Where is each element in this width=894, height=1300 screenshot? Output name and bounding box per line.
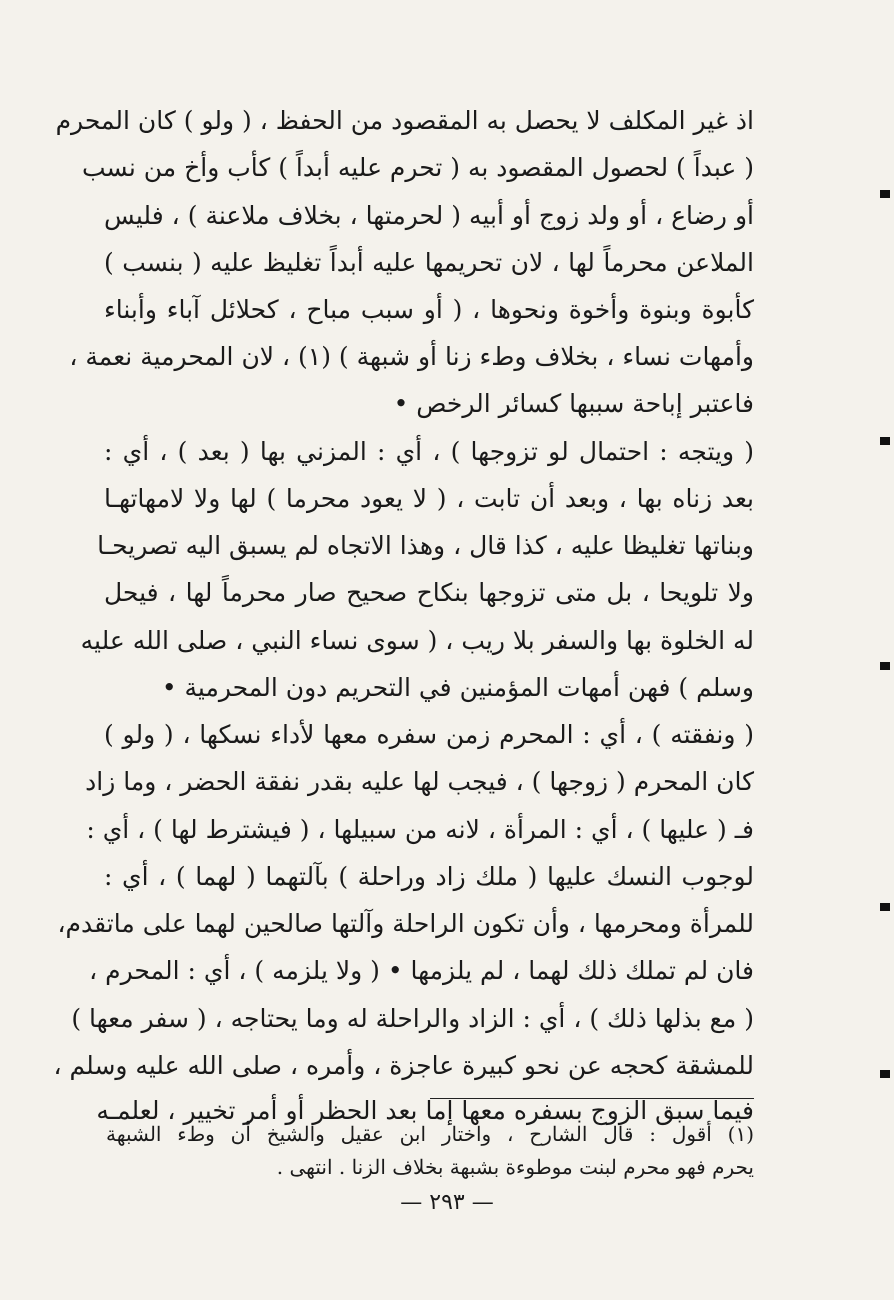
margin-mark bbox=[880, 1070, 890, 1078]
text-line: فاعتبر إباحة سببها كسائر الرخص • bbox=[393, 389, 754, 418]
text-line: للمشقة كحجه عن نحو كبيرة عاجزة ، وأمره ، صلى الله عليه وسلم ، bbox=[53, 1051, 754, 1080]
margin-mark bbox=[880, 437, 890, 445]
text-line: بعد زناه بها ، وبعد أن تابت ، ( لا يعود محرما ) لها ولا لامهاتهـا bbox=[104, 484, 754, 513]
text-line: وبناتها تغليظا عليه ، كذا قال ، وهذا الاتجاه لم يسبق اليه تصريحـا bbox=[97, 531, 754, 560]
margin-mark bbox=[880, 903, 890, 911]
margin-mark bbox=[880, 190, 890, 198]
text-line: وأمهات نساء ، بخلاف وطء زنا أو شبهة ) (١) ، لان المحرمية نعمة ، bbox=[69, 342, 754, 371]
text-line: ولا تلويحا ، بل متى تزوجها بنكاح صحيح صار محرماً لها ، فيحل bbox=[104, 578, 754, 607]
text-line: ( عبداً ) لحصول المقصود به ( تحرم عليه أبداً ) كأب وأخ من نسب bbox=[82, 153, 754, 182]
text-line: ( ويتجه : احتمال لو تزوجها ) ، أي : المزني بها ( بعد ) ، أي : bbox=[104, 437, 754, 466]
text-line: فيما سبق الزوج بسفره معها إما بعد الحظر أو أمر تخيير ، لعلمـه bbox=[96, 1096, 754, 1125]
text-line: له الخلوة بها والسفر بلا ريب ، ( سوى نساء النبي ، صلى الله عليه bbox=[80, 626, 754, 655]
text-line: لوجوب النسك عليها ( ملك زاد وراحلة ) بآلتهما ( لهما ) ، أي : bbox=[104, 862, 754, 891]
text-line: الملاعن محرماً لها ، لان تحريمها عليه أبداً تغليظ عليه ( بنسب ) bbox=[104, 248, 754, 277]
text-line: كان المحرم ( زوجها ) ، فيجب لها عليه بقدر نفقة الحضر ، وما زاد bbox=[85, 767, 754, 796]
margin-mark bbox=[880, 662, 890, 670]
text-line: فـ ( عليها ) ، أي : المرأة ، لانه من سبيلها ، ( فيشترط لها ) ، أي : bbox=[86, 815, 754, 844]
text-line: ( ونفقته ) ، أي : المحرم زمن سفره معها لأداء نسكها ، ( ولو ) bbox=[104, 720, 754, 749]
text-line: ( مع بذلها ذلك ) ، أي : الزاد والراحلة له وما يحتاجه ، ( سفر معها ) bbox=[71, 1004, 754, 1033]
footnote-separator bbox=[430, 1098, 754, 1099]
text-line: اذ غير المكلف لا يحصل به المقصود من الحفظ ، ( ولو ) كان المحرم bbox=[55, 106, 754, 135]
footnote-line: (١) أقول : قال الشارح ، واختار ابن عقيل والشيخ أن وطء الشبهة bbox=[106, 1122, 754, 1146]
text-line: للمرأة ومحرمها ، وأن تكون الراحلة وآلتها صالحين لهما على ماتقدم، bbox=[57, 909, 754, 938]
text-line: أو رضاع ، أو ولد زوج أو أبيه ( لحرمتها ، بخلاف ملاعنة ) ، فليس bbox=[104, 201, 754, 230]
text-line: فان لم تملك ذلك لهما ، لم يلزمها • ( ولا يلزمه ) ، أي : المحرم ، bbox=[89, 956, 754, 985]
text-line: وسلم ) فهن أمهات المؤمنين في التحريم دون المحرمية • bbox=[161, 673, 754, 702]
text-line: كأبوة وبنوة وأخوة ونحوها ، ( أو سبب مباح ، كحلائل آباء وأبناء bbox=[104, 295, 754, 324]
footnote-line: يحرم فهو محرم لبنت موطوءة بشبهة بخلاف الزنا . انتهى . bbox=[276, 1155, 754, 1179]
page-number: — ٢٩٣ — bbox=[400, 1190, 494, 1215]
